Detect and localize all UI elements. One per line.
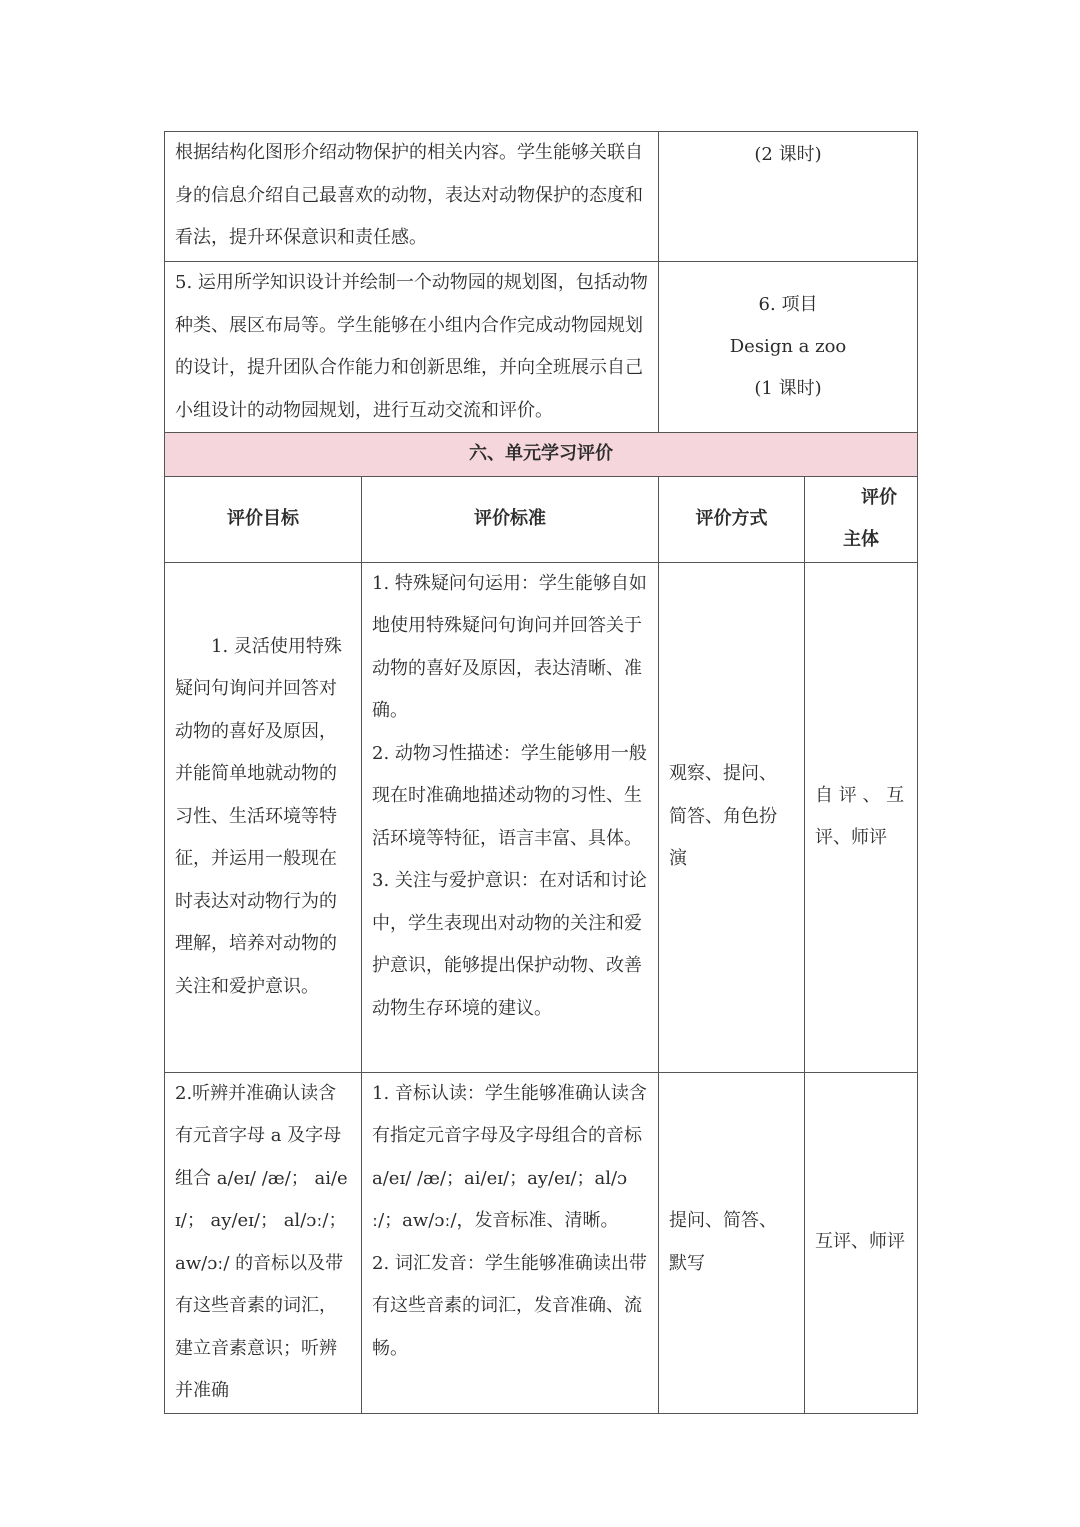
header-subject bbox=[805, 476, 918, 562]
project-title: 6. 项目 bbox=[758, 294, 818, 315]
header-standard: 评价标准 bbox=[362, 476, 659, 562]
eval-goal bbox=[165, 562, 362, 1072]
eval-standard bbox=[362, 562, 659, 1072]
activity-description: 5. 运用所学知识设计并绘制一个动物园的规划图，包括动物种类、展区布局等。学生能够在小组内合作完成动物园规划的设计，提升团队合作能力和创新思维，并向全班展示自己小组设计的动物园规划，进行互动交流和评价。 bbox=[165, 262, 659, 433]
project-cell bbox=[659, 262, 918, 433]
activity-description: 根据结构化图形介绍动物保护的相关内容。学生能够关联自身的信息介绍自己最喜欢的动物，表达对动物保护的态度和看法，提升环保意识和责任感。 bbox=[165, 132, 659, 262]
eval-standard-item: 3. 关注与爱护意识：在对话和讨论中，学生表现出对动物的关注和爱护意识，能够提出保护动物、改善动物生存环境的建议。 bbox=[372, 870, 647, 1019]
table-row bbox=[165, 1072, 918, 1413]
eval-subject: 互评、师评 bbox=[805, 1072, 918, 1413]
header-method: 评价方式 bbox=[659, 476, 805, 562]
eval-standard-item: 2. 动物习性描述：学生能够用一般现在时准确地描述动物的习性、生活环境等特征，语言丰富、具体。 bbox=[372, 742, 647, 849]
hours-label: (2 课时) bbox=[659, 132, 918, 262]
eval-standard-item: 1. 特殊疑问句运用：学生能够自如地使用特殊疑问句询问并回答关于动物的喜好及原因，表达清晰、准确。 bbox=[372, 572, 647, 721]
table-row bbox=[165, 433, 918, 477]
eval-goal-text: 1. 灵活使用特殊疑问句询问并回答对动物的喜好及原因，并能简单地就动物的习性、生活环境等特征，并运用一般现在时表达对动物行为的理解，培养对动物的关注和爱护意识。 bbox=[175, 635, 342, 997]
eval-goal: 2.听辨并准确认读含有元音字母 a 及字母组合 a/eɪ/ /æ/； ai/eɪ/； ay/eɪ/； al/ɔː/； aw/ɔː/ 的音标以及带有这些音素的词汇，建立音素意识；听辨并准确 bbox=[165, 1072, 362, 1413]
project-name: Design a zoo bbox=[729, 336, 847, 357]
table-row bbox=[165, 262, 918, 433]
eval-subject: 自 评 、 互评、师评 bbox=[805, 562, 918, 1072]
header-subject-line1: 评价 bbox=[861, 487, 897, 508]
eval-standard-item: 1. 音标认读：学生能够准确认读含有指定元音字母及字母组合的音标 a/eɪ/ /æ/；ai/eɪ/；ay/eɪ/；al/ɔː/；aw/ɔː/，发音标准、清晰。 bbox=[372, 1082, 647, 1231]
table-row bbox=[165, 562, 918, 1072]
hours-label: (1 课时) bbox=[754, 378, 822, 399]
header-subject-line2: 主体 bbox=[843, 529, 879, 550]
eval-standard bbox=[362, 1072, 659, 1413]
eval-method: 观察、提问、简答、角色扮演 bbox=[659, 562, 805, 1072]
eval-standard-item: 2. 词汇发音：学生能够准确读出带有这些音素的词汇，发音准确、流畅。 bbox=[372, 1252, 647, 1359]
unit-plan-table bbox=[164, 131, 918, 1414]
eval-method: 提问、简答、默写 bbox=[659, 1072, 805, 1413]
section-title: 六、单元学习评价 bbox=[165, 433, 918, 477]
table-row bbox=[165, 132, 918, 262]
table-header-row bbox=[165, 476, 918, 562]
header-goal: 评价目标 bbox=[165, 476, 362, 562]
